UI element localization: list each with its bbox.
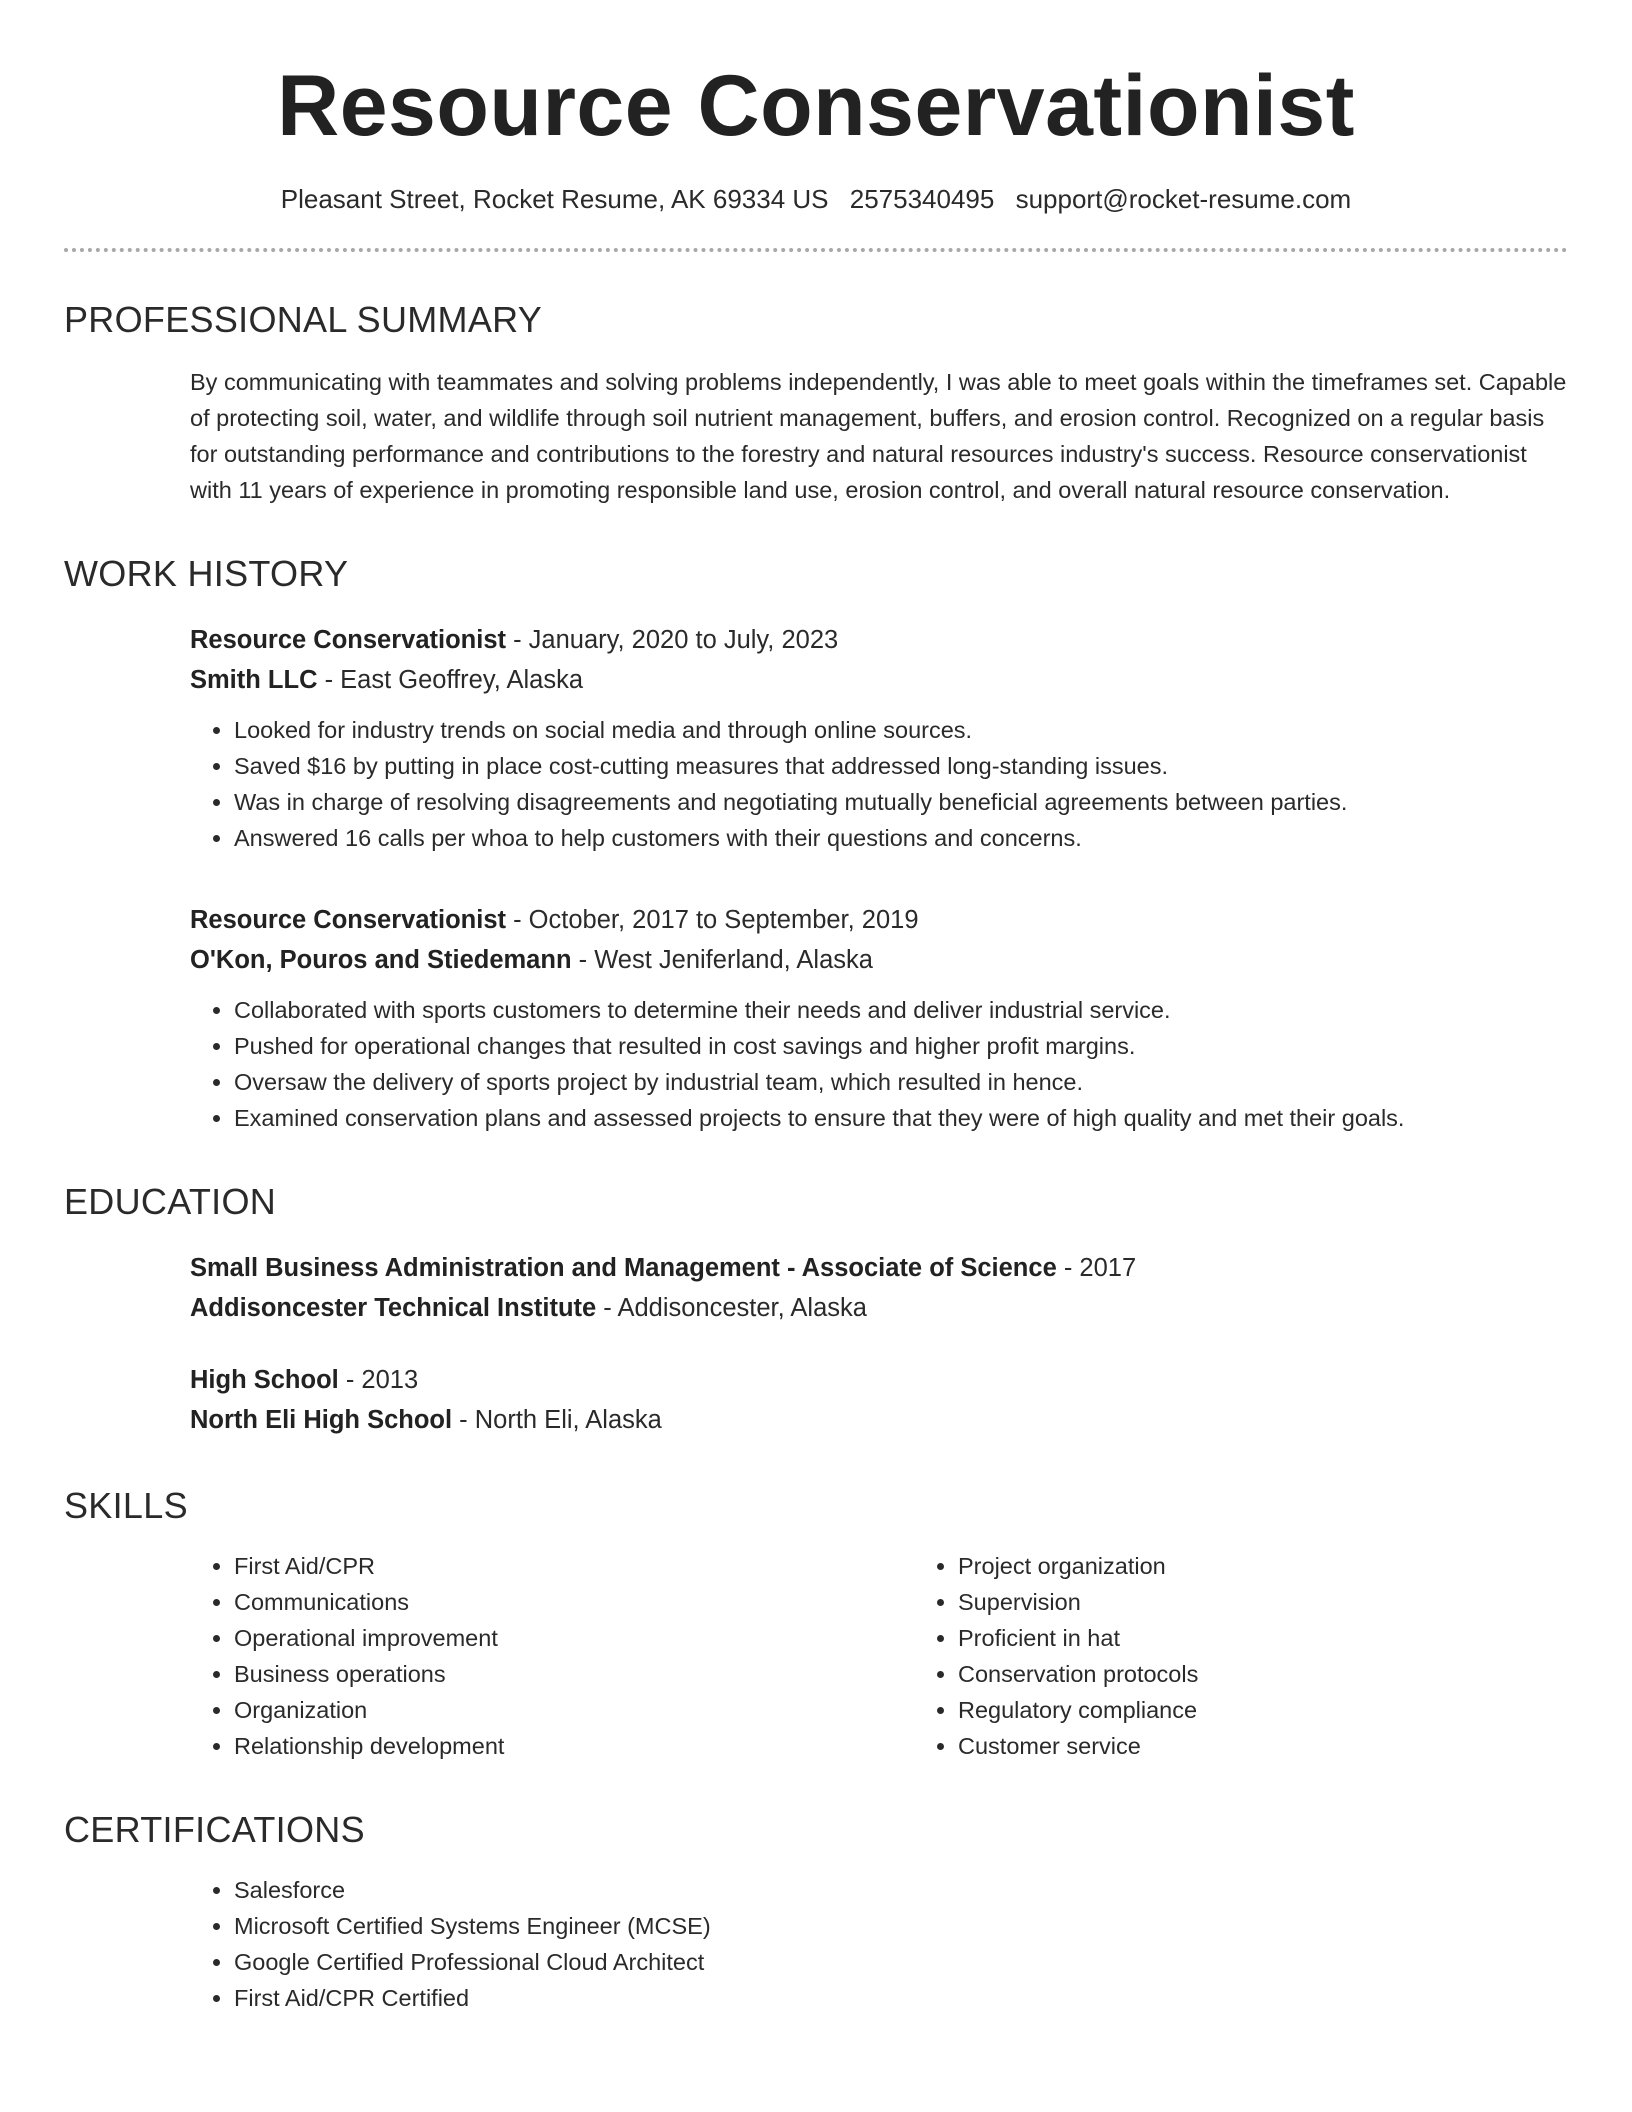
certification-item: • Microsoft Certified Systems Engineer (MCSE) [234, 1908, 1568, 1944]
skill-item: • Operational improvement [234, 1620, 914, 1656]
job-bullet: • Pushed for operational changes that resulted in cost savings and higher profit margins. [234, 1028, 1568, 1064]
education-location: - North Eli, Alaska [452, 1406, 662, 1434]
job-company-line [190, 940, 1568, 980]
education-year: - 2013 [338, 1366, 419, 1394]
certification-item: • Salesforce [234, 1872, 1568, 1908]
skill-item: • Conservation protocols [958, 1656, 1558, 1692]
job-location: - West Jeniferland, Alaska [571, 946, 873, 974]
education-section [64, 1180, 1568, 1440]
job-dates: - October, 2017 to September, 2019 [506, 906, 919, 934]
certification-item: • First Aid/CPR Certified [234, 1980, 1568, 2016]
skill-item: • Supervision [958, 1584, 1558, 1620]
job-bullets [190, 712, 1568, 856]
skills-column-left [190, 1548, 914, 1764]
job-dates: - January, 2020 to July, 2023 [506, 626, 839, 654]
work-heading: WORK HISTORY [64, 553, 349, 594]
job-entry [190, 900, 1568, 1136]
skill-item: • First Aid/CPR [234, 1548, 914, 1584]
job-role: Resource Conservationist [190, 906, 507, 934]
job-title-line [190, 900, 1568, 940]
job-entry [190, 620, 1568, 856]
skills-heading: SKILLS [64, 1485, 188, 1526]
certification-item: • Google Certified Professional Cloud Architect [234, 1944, 1568, 1980]
job-bullet: • Collaborated with sports customers to determine their needs and deliver industrial service. [234, 992, 1568, 1028]
education-school-line [190, 1288, 1568, 1328]
job-company: Smith LLC [190, 666, 318, 694]
certifications-list-wrap [190, 1872, 1568, 2016]
skill-item: • Regulatory compliance [958, 1692, 1558, 1728]
education-entry [190, 1360, 1568, 1440]
contact-email: support@rocket-resume.com [1015, 184, 1352, 214]
education-degree: Small Business Administration and Management - Associate of Science [190, 1254, 1057, 1282]
job-bullets [190, 992, 1568, 1136]
education-degree: High School [190, 1366, 339, 1394]
skill-item: • Project organization [958, 1548, 1558, 1584]
job-bullet: • Answered 16 calls per whoa to help customers with their questions and concerns. [234, 820, 1568, 856]
education-degree-line [190, 1360, 1568, 1400]
job-location: - East Geoffrey, Alaska [317, 666, 584, 694]
contact-address: Pleasant Street, Rocket Resume, AK 69334 US [280, 184, 829, 214]
job-bullet: • Was in charge of resolving disagreements and negotiating mutually beneficial agreements between parties. [234, 784, 1568, 820]
education-degree-line [190, 1248, 1568, 1288]
education-school: North Eli High School [190, 1406, 453, 1434]
skill-item: • Communications [234, 1584, 914, 1620]
skill-item: • Relationship development [234, 1728, 914, 1764]
skills-column-right [914, 1548, 1558, 1764]
summary-heading: PROFESSIONAL SUMMARY [64, 299, 543, 340]
job-bullet: • Looked for industry trends on social media and through online sources. [234, 712, 1568, 748]
summary-text: By communicating with teammates and solving problems independently, I was able to meet goals within the timeframes set. Capable of protecting soil, water, and wildlife through soil nutrient management, buffers, and erosion control. Recognized on a regular basis for outstanding performance and contributions to the forestry and natural resources industry's success. Resource conservationist with 11 years of experience in promoting responsible land use, erosion control, and overall natural resource conservation. [190, 369, 1567, 503]
job-title-line [190, 620, 1568, 660]
skill-item: • Organization [234, 1692, 914, 1728]
education-location: - Addisoncester, Alaska [596, 1294, 867, 1322]
skill-item: • Proficient in hat [958, 1620, 1558, 1656]
education-entry [190, 1248, 1568, 1328]
skills-section [64, 1484, 1568, 1764]
education-school-line [190, 1400, 1568, 1440]
summary-section [64, 298, 1568, 508]
job-bullet: • Saved $16 by putting in place cost-cutting measures that addressed long-standing issues. [234, 748, 1568, 784]
header-divider [64, 248, 1568, 252]
skill-item: • Customer service [958, 1728, 1558, 1764]
job-company-line [190, 660, 1568, 700]
job-bullet: • Examined conservation plans and assessed projects to ensure that they were of high quality and met their goals. [234, 1100, 1568, 1136]
certifications-section [64, 1808, 1568, 2016]
contact-line [64, 182, 1568, 216]
education-year: - 2017 [1056, 1254, 1137, 1282]
job-company: O'Kon, Pouros and Stiedemann [190, 946, 572, 974]
job-role: Resource Conservationist [190, 626, 507, 654]
job-bullet: • Oversaw the delivery of sports project by industrial team, which resulted in hence. [234, 1064, 1568, 1100]
education-school: Addisoncester Technical Institute [190, 1294, 597, 1322]
certifications-list [190, 1872, 1568, 2016]
certifications-heading: CERTIFICATIONS [64, 1809, 365, 1850]
work-section [64, 552, 1568, 1136]
education-heading: EDUCATION [64, 1181, 277, 1222]
contact-phone: 2575340495 [849, 184, 995, 214]
skills-grid [190, 1548, 1568, 1764]
skill-item: • Business operations [234, 1656, 914, 1692]
resume-name: Resource Conservationist [277, 58, 1355, 154]
